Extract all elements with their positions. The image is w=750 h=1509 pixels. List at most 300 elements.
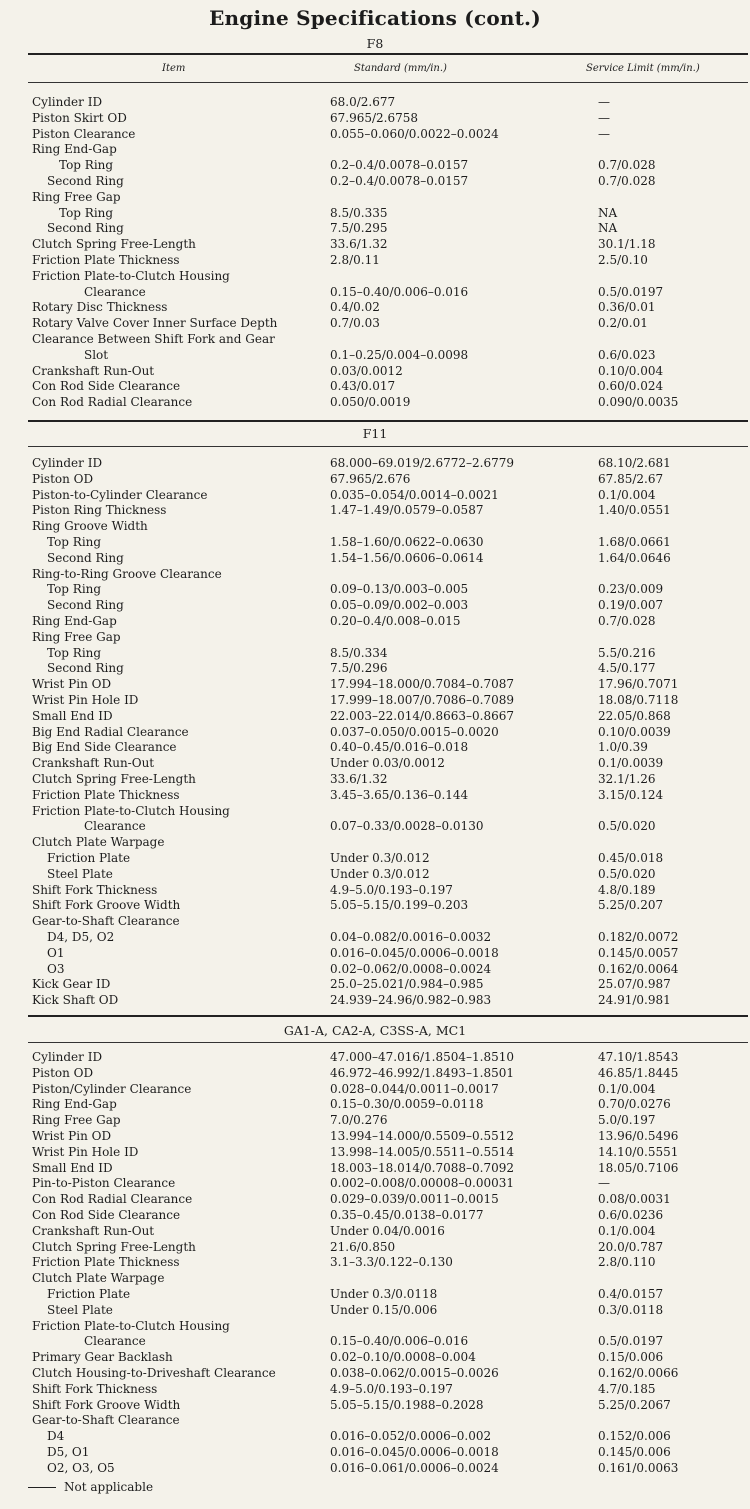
item-label: Piston-to-Cylinder Clearance <box>32 487 208 502</box>
service-limit-value: 0.15/0.006 <box>598 1350 664 1365</box>
table-row <box>0 993 750 1009</box>
item-label: Steel Plate <box>47 866 113 881</box>
standard-value: 0.05–0.09/0.002–0.003 <box>330 598 469 613</box>
standard-value: 25.0–25.021/0.984–0.985 <box>330 977 484 992</box>
standard-value: 17.994–18.000/0.7084–0.7087 <box>330 677 514 692</box>
item-label: Clearance <box>84 819 146 834</box>
service-limit-value: 5.0/0.197 <box>598 1113 656 1128</box>
table-row <box>0 332 750 348</box>
service-limit-value: 0.2/0.01 <box>598 316 648 331</box>
service-limit-value: 14.10/0.5551 <box>598 1144 679 1159</box>
standard-value: 5.05–5.15/0.199–0.203 <box>330 898 469 913</box>
item-label: Con Rod Side Clearance <box>32 1207 181 1222</box>
standard-value: 21.6/0.850 <box>330 1239 396 1254</box>
table-row <box>0 804 750 820</box>
item-label: Second Ring <box>47 173 124 188</box>
standard-value: 0.016–0.045/0.0006–0.0018 <box>330 1444 499 1459</box>
table-row <box>0 1429 750 1445</box>
standard-value: 0.1–0.25/0.004–0.0098 <box>330 347 469 362</box>
standard-value: 0.15–0.40/0.006–0.016 <box>330 1334 469 1349</box>
table-row <box>0 488 750 504</box>
table-row <box>0 946 750 962</box>
standard-value: 33.6/1.32 <box>330 237 388 252</box>
table-row <box>0 646 750 662</box>
table-row <box>0 1350 750 1366</box>
table-row <box>0 661 750 677</box>
service-limit-value: 0.6/0.0236 <box>598 1207 664 1222</box>
service-limit-value: 46.85/1.8445 <box>598 1065 679 1080</box>
standard-value: 67.965/2.676 <box>330 471 411 486</box>
standard-value: 0.02–0.10/0.0008–0.004 <box>330 1350 476 1365</box>
standard-value: 8.5/0.335 <box>330 205 388 220</box>
service-limit-value: 0.162/0.0064 <box>598 961 679 976</box>
standard-value: 0.002–0.008/0.00008–0.00031 <box>330 1176 514 1191</box>
table-row <box>0 174 750 190</box>
column-header-standard: Standard (mm/in.) <box>354 63 447 74</box>
service-limit-value: 0.145/0.0057 <box>598 945 679 960</box>
item-label: Ring Groove Width <box>32 519 148 534</box>
table-row <box>0 1398 750 1414</box>
table-row <box>0 567 750 583</box>
service-limit-value: 24.91/0.981 <box>598 993 671 1008</box>
service-limit-value: 0.7/0.028 <box>598 158 656 173</box>
service-limit-value: 1.68/0.0661 <box>598 534 671 549</box>
standard-value: 0.029–0.039/0.0011–0.0015 <box>330 1192 499 1207</box>
item-label: Piston Clearance <box>32 126 136 141</box>
item-label: Ring End-Gap <box>32 1097 117 1112</box>
service-limit-value: 47.10/1.8543 <box>598 1050 679 1064</box>
table-row <box>0 772 750 788</box>
item-label: Gear-to-Shaft Clearance <box>32 1413 180 1428</box>
item-label: Con Rod Side Clearance <box>32 379 181 394</box>
standard-value: Under 0.03/0.0012 <box>330 756 445 771</box>
item-label: Gear-to-Shaft Clearance <box>32 914 180 929</box>
table-row <box>0 1129 750 1145</box>
item-label: Friction Plate Thickness <box>32 787 180 802</box>
table-row <box>0 756 750 772</box>
service-limit-value: 0.1/0.0039 <box>598 756 664 771</box>
standard-value: 4.9–5.0/0.193–0.197 <box>330 1381 453 1396</box>
table-row <box>0 364 750 380</box>
item-label: Second Ring <box>47 598 124 613</box>
table-row <box>0 740 750 756</box>
service-limit-value: 0.1/0.004 <box>598 487 656 502</box>
item-label: Primary Gear Backlash <box>32 1350 173 1365</box>
table-row <box>0 883 750 899</box>
section-f8 <box>0 95 750 411</box>
table-row <box>0 300 750 316</box>
table-row <box>0 677 750 693</box>
table-row <box>0 1445 750 1461</box>
section-f8-title: F8 <box>366 36 384 51</box>
service-limit-value: 1.40/0.0551 <box>598 503 671 518</box>
item-label: Friction Plate-to-Clutch Housing <box>32 268 230 283</box>
service-limit-value: 67.85/2.67 <box>598 471 664 486</box>
item-label: Pin-to-Piston Clearance <box>32 1176 176 1191</box>
table-row <box>0 127 750 143</box>
table-row <box>0 1413 750 1429</box>
standard-value: 68.0/2.677 <box>330 95 396 109</box>
table-row <box>0 598 750 614</box>
table-row <box>0 253 750 269</box>
service-limit-value: 0.19/0.007 <box>598 598 664 613</box>
table-row <box>0 1303 750 1319</box>
item-label: Small End ID <box>32 708 113 723</box>
service-limit-value: 5.25/0.2067 <box>598 1397 671 1412</box>
table-row <box>0 1287 750 1303</box>
table-row <box>0 111 750 127</box>
rule-f11 <box>28 420 748 422</box>
item-label: Clutch Spring Free-Length <box>32 1239 196 1254</box>
table-row <box>0 348 750 364</box>
service-limit-value: 0.162/0.0066 <box>598 1365 679 1380</box>
service-limit-value: 5.25/0.207 <box>598 898 664 913</box>
service-limit-value: 0.161/0.0063 <box>598 1460 679 1475</box>
table-row <box>0 1208 750 1224</box>
table-row <box>0 456 750 472</box>
item-label: Big End Side Clearance <box>32 740 177 755</box>
table-row <box>0 1192 750 1208</box>
standard-value: Under 0.04/0.0016 <box>330 1223 445 1238</box>
standard-value: 0.038–0.062/0.0015–0.0026 <box>330 1365 499 1380</box>
table-row <box>0 158 750 174</box>
table-row <box>0 1161 750 1177</box>
standard-value: 2.8/0.11 <box>330 252 380 267</box>
item-label: Top Ring <box>59 158 114 173</box>
service-limit-value: 32.1/1.26 <box>598 771 656 786</box>
service-limit-value: 0.10/0.0039 <box>598 724 671 739</box>
item-label: Con Rod Radial Clearance <box>32 1192 193 1207</box>
standard-value: 7.5/0.295 <box>330 221 388 236</box>
table-row <box>0 977 750 993</box>
table-row <box>0 962 750 978</box>
item-label: O1 <box>47 945 65 960</box>
item-label: Crankshaft Run-Out <box>32 363 155 378</box>
table-row <box>0 285 750 301</box>
table-row <box>0 1097 750 1113</box>
table-row <box>0 551 750 567</box>
table-row <box>0 1050 750 1066</box>
service-limit-value: 4.5/0.177 <box>598 661 656 676</box>
standard-value: 0.2–0.4/0.0078–0.0157 <box>330 158 469 173</box>
item-label: D4 <box>47 1429 65 1444</box>
table-row <box>0 1176 750 1192</box>
service-limit-value: 2.5/0.10 <box>598 252 648 267</box>
service-limit-value: 1.0/0.39 <box>598 740 648 755</box>
standard-value: 33.6/1.32 <box>330 771 388 786</box>
service-limit-value: NA <box>598 221 618 236</box>
item-label: Con Rod Radial Clearance <box>32 395 193 410</box>
item-label: Shift Fork Thickness <box>32 1381 158 1396</box>
item-label: Friction Plate <box>47 850 131 865</box>
table-row <box>0 316 750 332</box>
standard-value: 3.45–3.65/0.136–0.144 <box>330 787 469 802</box>
service-limit-value: NA <box>598 205 618 220</box>
item-label: Wrist Pin OD <box>32 1128 112 1143</box>
service-limit-value: 4.8/0.189 <box>598 882 656 897</box>
service-limit-value: 4.7/0.185 <box>598 1381 656 1396</box>
service-limit-value: 18.08/0.7118 <box>598 692 679 707</box>
footnote-text: Not applicable <box>64 1480 154 1494</box>
item-label: Second Ring <box>47 661 124 676</box>
table-row <box>0 1066 750 1082</box>
item-label: Clearance <box>84 284 146 299</box>
item-label: Friction Plate Thickness <box>32 1255 180 1270</box>
page-title: Engine Specifications (cont.) <box>209 6 541 30</box>
dash-mark <box>28 1487 56 1488</box>
item-label: Clutch Spring Free-Length <box>32 237 196 252</box>
service-limit-value: 25.07/0.987 <box>598 977 671 992</box>
standard-value: 0.037–0.050/0.0015–0.0020 <box>330 724 499 739</box>
item-label: Rotary Valve Cover Inner Surface Depth <box>32 316 278 331</box>
table-row <box>0 142 750 158</box>
standard-value: 0.035–0.054/0.0014–0.0021 <box>330 487 499 502</box>
table-row <box>0 95 750 111</box>
standard-value: 13.998–14.005/0.5511–0.5514 <box>330 1144 514 1159</box>
section-f11-title: F11 <box>362 426 388 441</box>
item-label: Cylinder ID <box>32 95 103 109</box>
service-limit-value: 20.0/0.787 <box>598 1239 664 1254</box>
service-limit-value: 0.1/0.004 <box>598 1223 656 1238</box>
standard-value: 1.47–1.49/0.0579–0.0587 <box>330 503 484 518</box>
table-row <box>0 206 750 222</box>
standard-value: 17.999–18.007/0.7086–0.7089 <box>330 692 514 707</box>
standard-value: 0.016–0.045/0.0006–0.0018 <box>330 945 499 960</box>
item-label: Second Ring <box>47 550 124 565</box>
standard-value: 0.07–0.33/0.0028–0.0130 <box>330 819 484 834</box>
table-row <box>0 221 750 237</box>
standard-value: 0.4/0.02 <box>330 300 380 315</box>
section-ga1a <box>0 1050 750 1477</box>
table-row <box>0 1082 750 1098</box>
item-label: D4, D5, O2 <box>47 929 115 944</box>
table-row <box>0 1461 750 1477</box>
item-label: Ring Free Gap <box>32 629 121 644</box>
service-limit-value: — <box>598 126 610 141</box>
standard-value: Under 0.3/0.0118 <box>330 1286 438 1301</box>
item-label: O3 <box>47 961 65 976</box>
item-label: Top Ring <box>47 534 102 549</box>
table-row <box>0 851 750 867</box>
rule-top <box>28 53 748 55</box>
item-label: Clutch Plate Warpage <box>32 1271 165 1286</box>
item-label: Top Ring <box>47 645 102 660</box>
standard-value: 46.972–46.992/1.8493–1.8501 <box>330 1065 514 1080</box>
item-label: Ring Free Gap <box>32 189 121 204</box>
table-row <box>0 1240 750 1256</box>
service-limit-value: 68.10/2.681 <box>598 456 671 470</box>
standard-value: 0.40–0.45/0.016–0.018 <box>330 740 469 755</box>
table-row <box>0 1145 750 1161</box>
item-label: Crankshaft Run-Out <box>32 1223 155 1238</box>
item-label: Top Ring <box>59 205 114 220</box>
item-label: Clutch Plate Warpage <box>32 835 165 850</box>
table-row <box>0 867 750 883</box>
item-label: Piston Skirt OD <box>32 110 127 125</box>
standard-value: Under 0.3/0.012 <box>330 866 430 881</box>
standard-value: 24.939–24.96/0.982–0.983 <box>330 993 492 1008</box>
standard-value: 0.03/0.0012 <box>330 363 403 378</box>
rule-header <box>28 82 748 83</box>
service-limit-value: 0.08/0.0031 <box>598 1192 671 1207</box>
item-label: Wrist Pin Hole ID <box>32 692 139 707</box>
standard-value: 0.09–0.13/0.003–0.005 <box>330 582 469 597</box>
item-label: Kick Gear ID <box>32 977 111 992</box>
item-label: Second Ring <box>47 221 124 236</box>
standard-value: 0.04–0.082/0.0016–0.0032 <box>330 929 492 944</box>
item-label: D5, O1 <box>47 1444 90 1459</box>
standard-value: 0.050/0.0019 <box>330 395 411 410</box>
standard-value: 0.016–0.061/0.0006–0.0024 <box>330 1460 499 1475</box>
standard-value: 0.02–0.062/0.0008–0.0024 <box>330 961 492 976</box>
service-limit-value: 2.8/0.110 <box>598 1255 656 1270</box>
standard-value: 0.028–0.044/0.0011–0.0017 <box>330 1081 499 1096</box>
table-row <box>0 725 750 741</box>
item-label: Slot <box>84 347 109 362</box>
standard-value: 0.43/0.017 <box>330 379 396 394</box>
table-row <box>0 835 750 851</box>
service-limit-value: — <box>598 110 610 125</box>
standard-value: 8.5/0.334 <box>330 645 388 660</box>
table-row <box>0 1224 750 1240</box>
table-row <box>0 693 750 709</box>
item-label: Cylinder ID <box>32 456 103 470</box>
column-header-service-limit: Service Limit (mm/in.) <box>586 63 700 74</box>
table-row <box>0 930 750 946</box>
item-label: Clearance Between Shift Fork and Gear <box>32 331 275 346</box>
standard-value: 18.003–18.014/0.7088–0.7092 <box>330 1160 514 1175</box>
item-label: Shift Fork Groove Width <box>32 1397 181 1412</box>
item-label: Friction Plate <box>47 1286 131 1301</box>
table-row <box>0 1271 750 1287</box>
service-limit-value: 0.5/0.0197 <box>598 284 664 299</box>
standard-value: 1.54–1.56/0.0606–0.0614 <box>330 550 484 565</box>
standard-value: 0.7/0.03 <box>330 316 380 331</box>
standard-value: 68.000–69.019/2.6772–2.6779 <box>330 456 514 470</box>
service-limit-value: 0.10/0.004 <box>598 363 664 378</box>
standard-value: 0.15–0.40/0.006–0.016 <box>330 284 469 299</box>
service-limit-value: — <box>598 95 610 109</box>
table-row <box>0 819 750 835</box>
service-limit-value: 0.145/0.006 <box>598 1444 671 1459</box>
item-label: Piston/Cylinder Clearance <box>32 1081 192 1096</box>
item-label: Rotary Disc Thickness <box>32 300 168 315</box>
item-label: Friction Plate-to-Clutch Housing <box>32 1318 230 1333</box>
standard-value: 1.58–1.60/0.0622–0.0630 <box>330 534 484 549</box>
item-label: Clutch Spring Free-Length <box>32 771 196 786</box>
item-label: Ring Free Gap <box>32 1113 121 1128</box>
standard-value: 5.05–5.15/0.1988–0.2028 <box>330 1397 484 1412</box>
item-label: Ring-to-Ring Groove Clearance <box>32 566 222 581</box>
standard-value: Under 0.3/0.012 <box>330 850 430 865</box>
table-row <box>0 630 750 646</box>
standard-value: 4.9–5.0/0.193–0.197 <box>330 882 453 897</box>
standard-value: 0.055–0.060/0.0022–0.0024 <box>330 126 499 141</box>
table-row <box>0 614 750 630</box>
table-row <box>0 472 750 488</box>
table-row <box>0 709 750 725</box>
service-limit-value: 1.64/0.0646 <box>598 550 671 565</box>
standard-value: 13.994–14.000/0.5509–0.5512 <box>330 1128 514 1143</box>
service-limit-value: 0.36/0.01 <box>598 300 656 315</box>
item-label: Cylinder ID <box>32 1050 103 1064</box>
item-label: Top Ring <box>47 582 102 597</box>
column-header-item: Item <box>162 63 186 74</box>
service-limit-value: 17.96/0.7071 <box>598 677 679 692</box>
standard-value: 0.15–0.30/0.0059–0.0118 <box>330 1097 484 1112</box>
standard-value: Under 0.15/0.006 <box>330 1302 438 1317</box>
service-limit-value: 0.7/0.028 <box>598 613 656 628</box>
item-label: Piston Ring Thickness <box>32 503 167 518</box>
item-label: Kick Shaft OD <box>32 993 119 1008</box>
standard-value: 22.003–22.014/0.8663–0.8667 <box>330 708 514 723</box>
service-limit-value: 0.5/0.020 <box>598 819 656 834</box>
service-limit-value: 0.1/0.004 <box>598 1081 656 1096</box>
standard-value: 7.0/0.276 <box>330 1113 388 1128</box>
standard-value: 0.35–0.45/0.0138–0.0177 <box>330 1207 484 1222</box>
rule-ga1a <box>28 1015 748 1017</box>
item-label: Clutch Housing-to-Driveshaft Clearance <box>32 1365 276 1380</box>
table-row <box>0 237 750 253</box>
table-row <box>0 898 750 914</box>
standard-value: 7.5/0.296 <box>330 661 388 676</box>
standard-value: 0.016–0.052/0.0006–0.002 <box>330 1429 492 1444</box>
item-label: Shift Fork Groove Width <box>32 898 181 913</box>
table-row <box>0 1255 750 1271</box>
item-label: Friction Plate-to-Clutch Housing <box>32 803 230 818</box>
service-limit-value: 0.60/0.024 <box>598 379 664 394</box>
standard-value: 0.2–0.4/0.0078–0.0157 <box>330 173 469 188</box>
service-limit-value: 0.5/0.020 <box>598 866 656 881</box>
item-label: Steel Plate <box>47 1302 113 1317</box>
table-row <box>0 788 750 804</box>
item-label: Clearance <box>84 1334 146 1349</box>
service-limit-value: 0.23/0.009 <box>598 582 664 597</box>
service-limit-value: 0.5/0.0197 <box>598 1334 664 1349</box>
table-row <box>0 535 750 551</box>
item-label: Piston OD <box>32 1065 94 1080</box>
item-label: Small End ID <box>32 1160 113 1175</box>
service-limit-value: 0.3/0.0118 <box>598 1302 664 1317</box>
table-row <box>0 582 750 598</box>
table-row <box>0 190 750 206</box>
table-row <box>0 914 750 930</box>
rule-f11-bottom <box>28 446 748 447</box>
item-label: Wrist Pin Hole ID <box>32 1144 139 1159</box>
item-label: Ring End-Gap <box>32 142 117 157</box>
item-label: Crankshaft Run-Out <box>32 756 155 771</box>
table-row <box>0 519 750 535</box>
item-label: Big End Radial Clearance <box>32 724 189 739</box>
standard-value: 0.20–0.4/0.008–0.015 <box>330 613 461 628</box>
section-f11 <box>0 456 750 1009</box>
rule-ga1a-bottom <box>28 1042 748 1043</box>
table-row <box>0 395 750 411</box>
item-label: Wrist Pin OD <box>32 677 112 692</box>
table-row <box>0 1366 750 1382</box>
table-row <box>0 1319 750 1335</box>
service-limit-value: 0.45/0.018 <box>598 850 664 865</box>
service-limit-value: 0.152/0.006 <box>598 1429 671 1444</box>
service-limit-value: 3.15/0.124 <box>598 787 664 802</box>
table-row <box>0 1382 750 1398</box>
item-label: Piston OD <box>32 471 94 486</box>
standard-value: 67.965/2.6758 <box>330 110 419 125</box>
service-limit-value: 0.090/0.0035 <box>598 395 679 410</box>
service-limit-value: 0.4/0.0157 <box>598 1286 664 1301</box>
standard-value: 47.000–47.016/1.8504–1.8510 <box>330 1050 514 1064</box>
service-limit-value: 13.96/0.5496 <box>598 1128 679 1143</box>
